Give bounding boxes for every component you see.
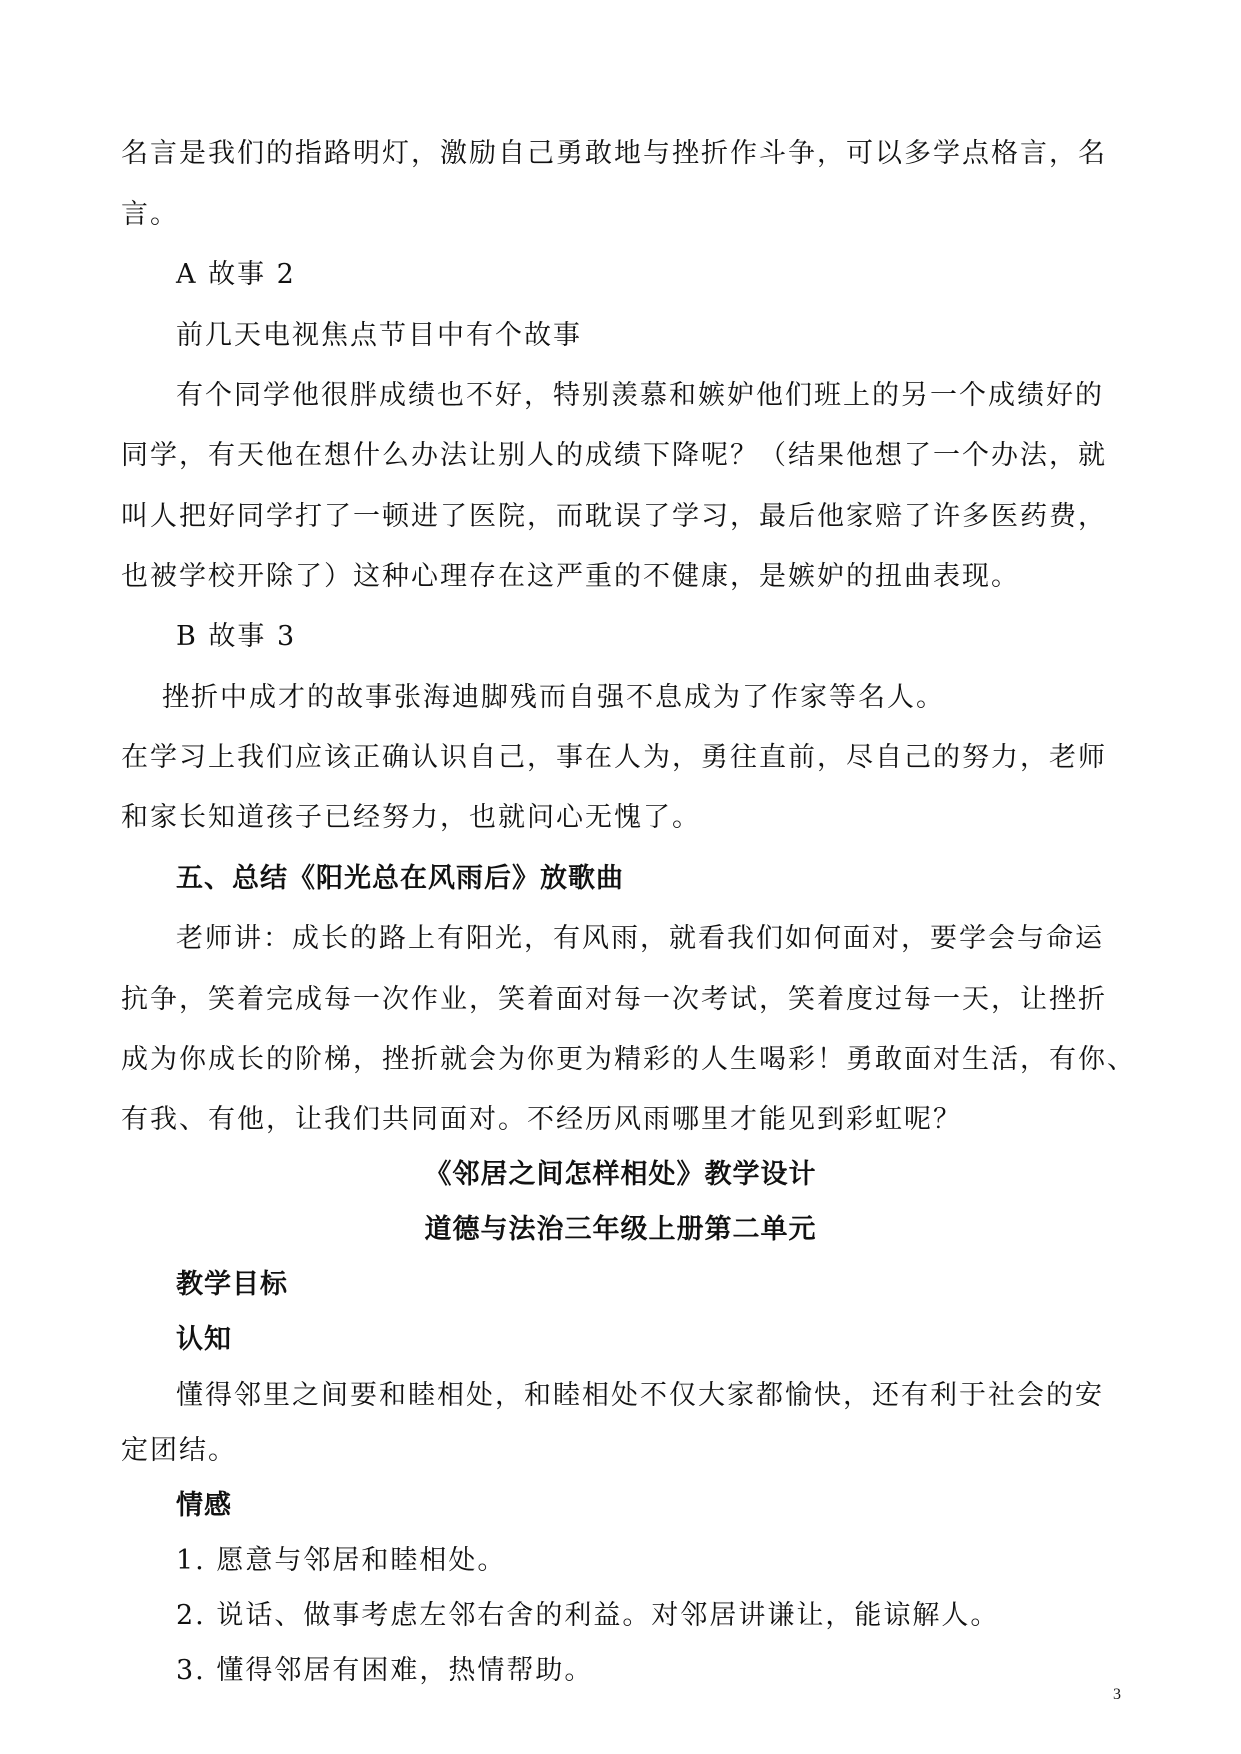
objectives-heading: 教学目标 xyxy=(176,1269,288,1300)
list-item: 2. 说话、做事考虑左邻右舍的利益。对邻居讲谦让，能谅解人。 xyxy=(176,1600,1000,1631)
story-heading: B 故事 3 xyxy=(176,621,297,652)
paragraph-line: 抗争，笑着完成每一次作业，笑着面对每一次考试，笑着度过每一天，让挫折 xyxy=(121,984,1107,1015)
paragraph-line: 懂得邻里之间要和睦相处，和睦相处不仅大家都愉快，还有利于社会的安 xyxy=(176,1380,1104,1411)
paragraph-line: 言。 xyxy=(121,199,179,230)
paragraph-line: 和家长知道孩子已经努力，也就问心无愧了。 xyxy=(121,802,701,833)
paragraph-line: 有我、有他，让我们共同面对。不经历风雨哪里才能见到彩虹呢？ xyxy=(121,1104,962,1135)
paragraph-line: 成为你成长的阶梯，挫折就会为你更为精彩的人生喝彩！勇敢面对生活，有你、 xyxy=(121,1044,1136,1075)
list-item: 1. 愿意与邻居和睦相处。 xyxy=(176,1545,507,1576)
paragraph-line: 定团结。 xyxy=(121,1435,237,1466)
paragraph-line: 名言是我们的指路明灯，激励自己勇敢地与挫折作斗争，可以多学点格言，名 xyxy=(121,138,1107,169)
paragraph-line: 挫折中成才的故事张海迪脚残而自强不息成为了作家等名人。 xyxy=(162,682,945,713)
paragraph-line: 老师讲：成长的路上有阳光，有风雨，就看我们如何面对，要学会与命运 xyxy=(176,923,1104,954)
paragraph-line: 也被学校开除了）这种心理存在这严重的不健康，是嫉妒的扭曲表现。 xyxy=(121,561,1020,592)
page-number: 3 xyxy=(1113,1686,1121,1703)
story-heading: A 故事 2 xyxy=(176,259,296,290)
list-item: 3. 懂得邻居有困难，热情帮助。 xyxy=(176,1655,594,1686)
subheading-emotion: 情感 xyxy=(176,1490,232,1521)
subheading-cognition: 认知 xyxy=(176,1324,232,1355)
lesson-title: 《邻居之间怎样相处》教学设计 xyxy=(424,1159,817,1190)
paragraph-line: 叫人把好同学打了一顿进了医院，而耽误了学习，最后他家赔了许多医药费， xyxy=(121,501,1107,532)
paragraph-line: 在学习上我们应该正确认识自己，事在人为，勇往直前，尽自己的努力，老师 xyxy=(121,742,1107,773)
paragraph-line: 同学，有天他在想什么办法让别人的成绩下降呢？（结果他想了一个办法，就 xyxy=(121,440,1107,471)
section-heading: 五、总结《阳光总在风雨后》放歌曲 xyxy=(176,863,624,894)
lesson-subtitle: 道德与法治三年级上册第二单元 xyxy=(424,1214,817,1245)
paragraph-line: 前几天电视焦点节目中有个故事 xyxy=(176,320,582,351)
paragraph-line: 有个同学他很胖成绩也不好，特别羡慕和嫉妒他们班上的另一个成绩好的 xyxy=(176,380,1104,411)
